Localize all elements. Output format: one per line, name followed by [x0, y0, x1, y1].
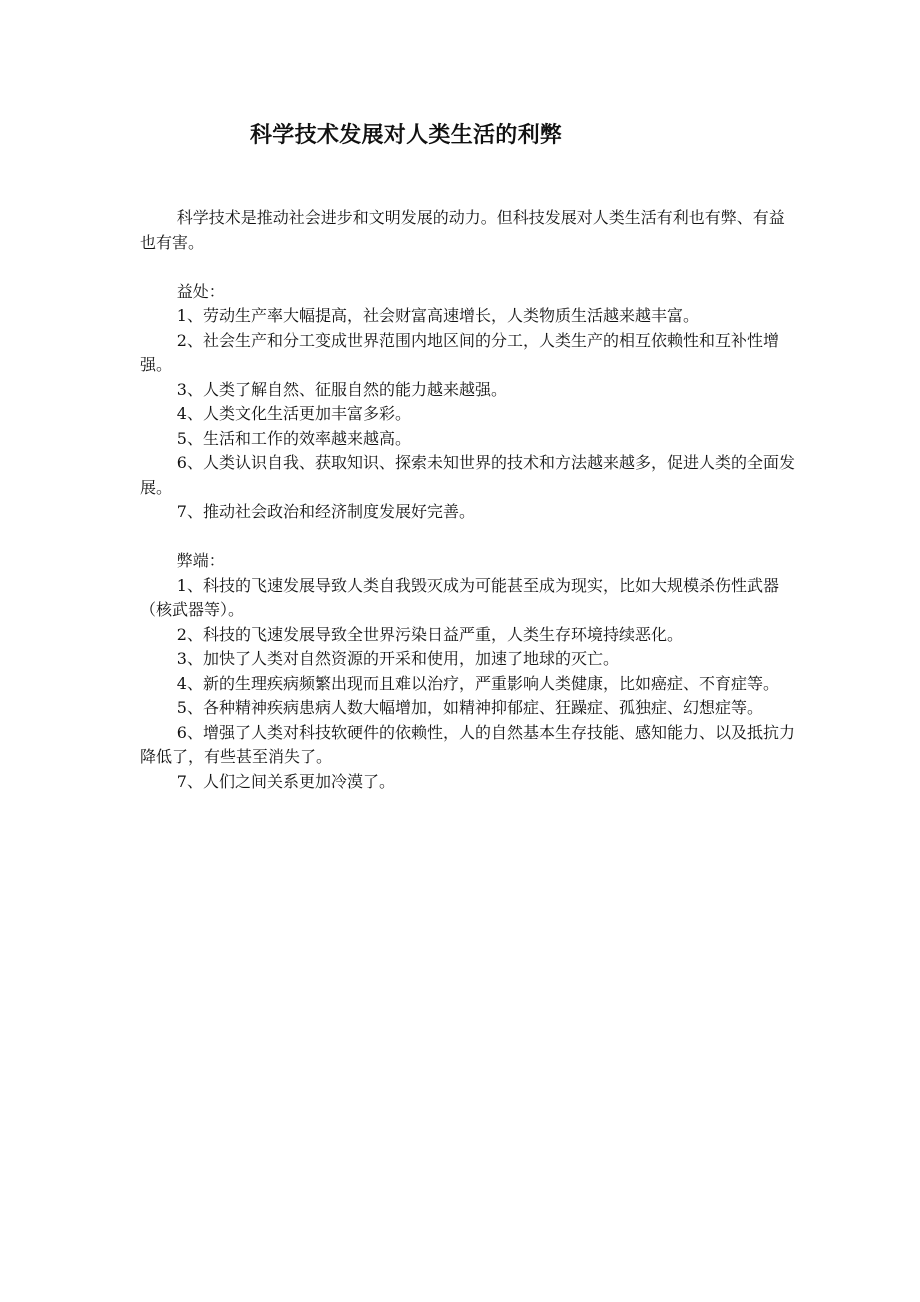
- benefit-item-2: 2、社会生产和分工变成世界范围内地区间的分工，人类生产的相互依赖性和互补性增强。: [140, 330, 779, 374]
- document-title: 科学技术发展对人类生活的利弊: [250, 123, 563, 148]
- intro-paragraph: 科学技术是推动社会进步和文明发展的动力。但科技发展对人类生活有利也有弊、有益也有害。: [140, 208, 785, 252]
- drawback-item-2: 2、科技的飞速发展导致全世界污染日益严重，人类生存环境持续恶化。: [176, 624, 683, 644]
- benefit-item-6: 6、人类认识自我、获取知识、探索未知世界的技术和方法越来越多，促进人类的全面发展。: [140, 453, 795, 497]
- drawback-item-4: 4、新的生理疾病频繁出现而且难以治疗，严重影响人类健康，比如癌症、不育症等。: [176, 673, 779, 693]
- drawback-item-5: 5、各种精神疾病患病人数大幅增加，如精神抑郁症、狂躁症、孤独症、幻想症等。: [176, 698, 763, 717]
- benefit-item-7: 7、推动社会政治和经济制度发展好完善。: [176, 502, 475, 521]
- drawbacks-heading: 弊端：: [176, 551, 225, 570]
- drawback-item-3: 3、加快了人类对自然资源的开采和使用，加速了地球的灭亡。: [176, 649, 619, 668]
- benefit-item-1: 1、劳动生产率大幅提高，社会财富高速增长，人类物质生活越来越丰富。: [176, 306, 699, 325]
- benefits-heading: 益处：: [176, 281, 225, 301]
- benefit-item-4: 4、人类文化生活更加丰富多彩。: [176, 404, 411, 423]
- drawback-item-7: 7、人们之间关系更加冷漠了。: [176, 771, 395, 791]
- drawback-item-6: 6、增强了人类对科技软硬件的依赖性，人的自然基本生存技能、感知能力、以及抵抗力降低了，有些甚至消失了。: [140, 722, 795, 766]
- benefit-item-3: 3、人类了解自然、征服自然的能力越来越强。: [176, 379, 507, 399]
- drawback-item-1: 1、科技的飞速发展导致人类自我毁灭成为可能甚至成为现实，比如大规模杀伤性武器（核武器等）。: [140, 575, 779, 619]
- paragraph-spacer: [140, 255, 800, 280]
- document-body: [140, 206, 800, 794]
- paragraph-spacer: [140, 525, 800, 550]
- benefit-item-5: 5、生活和工作的效率越来越高。: [176, 428, 411, 448]
